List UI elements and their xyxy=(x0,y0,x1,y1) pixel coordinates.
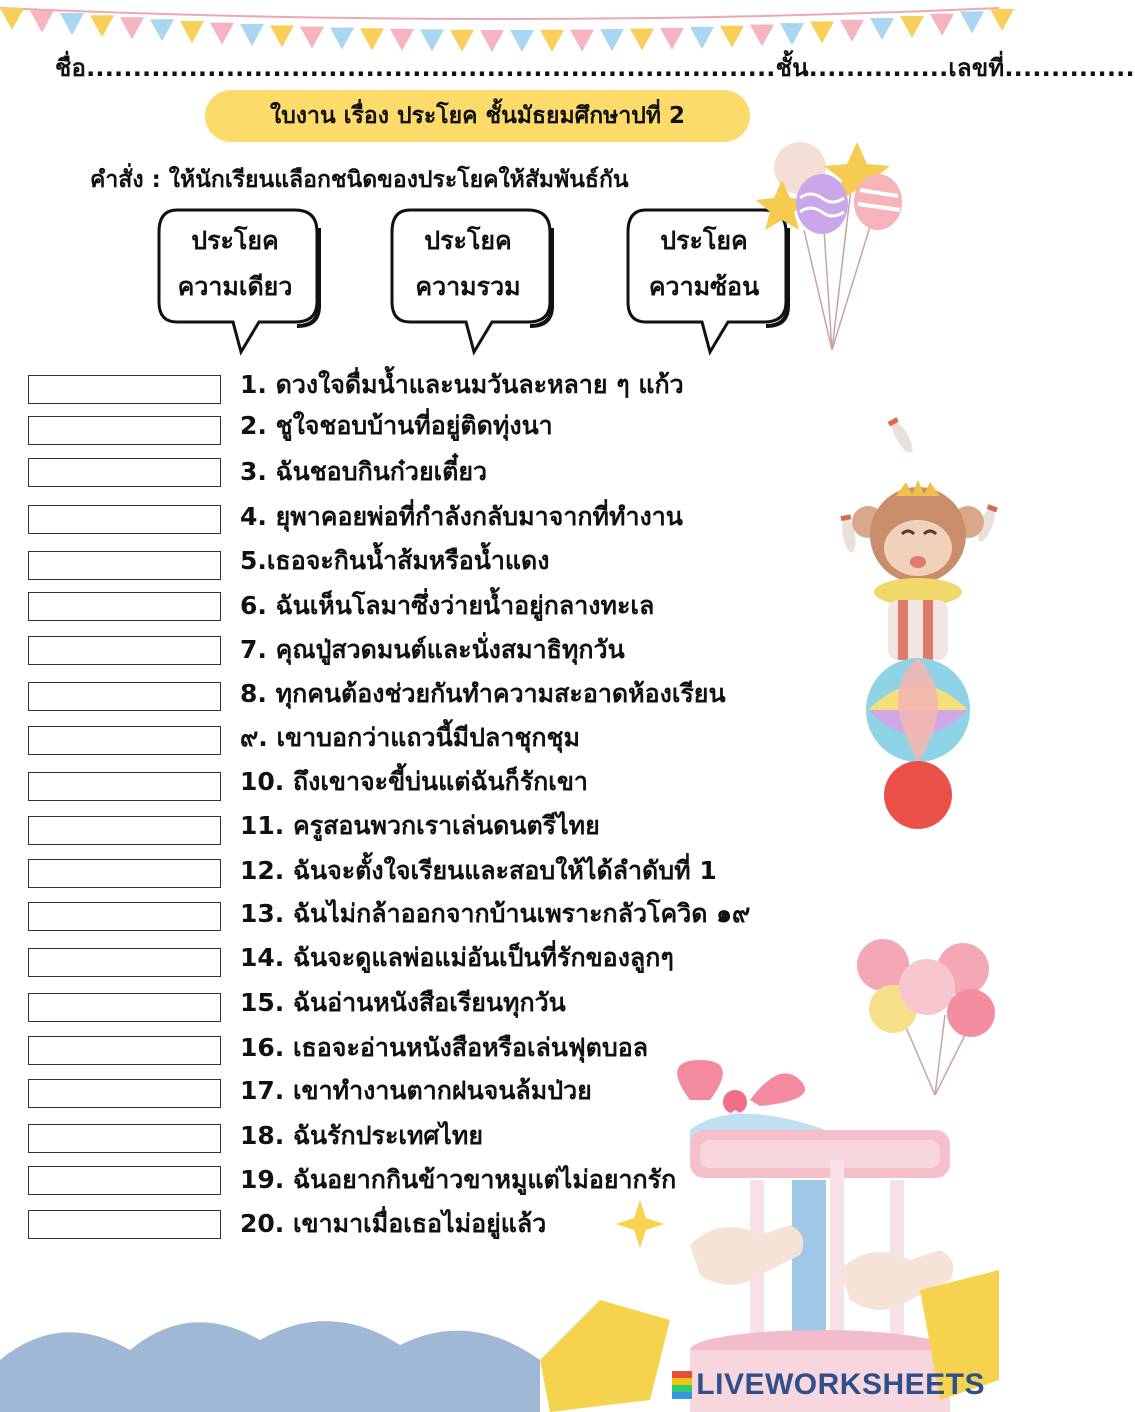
bunting-flag xyxy=(660,28,684,50)
bunting-flag xyxy=(270,25,294,47)
sentence-item-9: ๙. เขาบอกว่าแถวนี้มีปลาชุกชุม xyxy=(240,723,580,752)
bunting-flag xyxy=(960,11,984,33)
cloud-decoration xyxy=(0,1290,720,1412)
bunting-flag xyxy=(210,23,234,45)
bunting-flag xyxy=(0,8,24,30)
bubble-simple-sentence xyxy=(155,206,331,356)
bubble-compound-sentence xyxy=(388,206,564,356)
answer-box-20[interactable] xyxy=(28,1210,221,1239)
sentence-item-19: 19. ฉันอยากกินข้าวขาหมูแต่ไม่อยากรัก xyxy=(240,1165,677,1194)
sentence-item-4: 4. ยุพาคอยพ่อที่กำลังกลับมาจากที่ทำงาน xyxy=(240,502,683,531)
sentence-item-17: 17. เขาทำงานตากฝนจนล้มป่วย xyxy=(240,1076,592,1105)
liveworksheets-watermark xyxy=(672,1368,985,1402)
sentence-item-15: 15. ฉันอ่านหนังสือเรียนทุกวัน xyxy=(240,988,566,1017)
sentence-item-8: 8. ทุกคนต้องช่วยกันทำความสะอาดห้องเรียน xyxy=(240,679,726,708)
bunting-flag xyxy=(330,27,354,49)
bubble-line-2: ความเดียว xyxy=(177,272,293,301)
bunting-flag xyxy=(840,20,864,42)
bunting-flag xyxy=(60,13,84,35)
answer-box-12[interactable] xyxy=(28,859,221,888)
answer-box-5[interactable] xyxy=(28,551,221,580)
watermark-text: LIVEWORKSHEETS xyxy=(696,1368,985,1401)
bunting-flag xyxy=(150,19,174,41)
sentence-item-7: 7. คุณปู่สวดมนต์และนั่งสมาธิทุกวัน xyxy=(240,635,625,664)
answer-box-14[interactable] xyxy=(28,948,221,977)
answer-box-13[interactable] xyxy=(28,902,221,931)
answer-box-15[interactable] xyxy=(28,993,221,1022)
sentence-item-10: 10. ถึงเขาจะขี้บ่นแต่ฉันก็รักเขา xyxy=(240,767,588,796)
monkey-on-ball-icon xyxy=(838,410,999,830)
sentence-item-11: 11. ครูสอนพวกเราเล่นดนตรีไทย xyxy=(240,811,600,840)
worksheet-title-text: ใบงาน เรื่อง ประโยค ชั้นมัธยมศึกษาปที่ 2 xyxy=(269,103,686,129)
answer-box-6[interactable] xyxy=(28,592,221,621)
bunting-flag xyxy=(120,17,144,39)
bunting-flag xyxy=(750,25,774,47)
balloons-icon xyxy=(752,140,912,360)
sentence-item-16: 16. เธอจะอ่านหนังสือหรือเล่นฟุตบอล xyxy=(240,1033,649,1062)
bubble-line-2: ความซ้อน xyxy=(648,272,760,301)
instruction-text: คำสั่ง : ให้นักเรียนแลือกชนิดของประโยคให้สัมพันธ์กัน xyxy=(90,167,629,193)
answer-box-8[interactable] xyxy=(28,682,221,711)
sentence-item-20: 20. เขามาเมื่อเธอไม่อยู่แล้ว xyxy=(240,1209,547,1238)
bunting-flag xyxy=(930,14,954,36)
answer-box-7[interactable] xyxy=(28,636,221,665)
bunting-flag xyxy=(90,15,114,37)
sentence-item-14: 14. ฉันจะดูแลพ่อแม่อันเป็นที่รักของลูกๆ xyxy=(240,943,674,972)
student-info-line: ชื่อ..........................................................................ชั้น...............เลขที่.............. xyxy=(55,54,1135,82)
answer-box-10[interactable] xyxy=(28,772,221,801)
bunting-flag xyxy=(780,23,804,45)
answer-box-9[interactable] xyxy=(28,726,221,755)
bunting-flag xyxy=(240,24,264,46)
answer-box-19[interactable] xyxy=(28,1166,221,1195)
answer-box-1[interactable] xyxy=(28,375,221,404)
sentence-item-13: 13. ฉันไม่กล้าออกจากบ้านเพราะกลัวโควิด ๑๙ xyxy=(240,899,751,928)
sentence-item-5: 5.เธอจะกินน้ำส้มหรือน้ำแดง xyxy=(240,546,550,575)
bunting-flag xyxy=(720,26,744,48)
sentence-item-6: 6. ฉันเห็นโลมาซึ่งว่ายน้ำอยู่กลางทะเล xyxy=(240,591,655,620)
answer-box-18[interactable] xyxy=(28,1124,221,1153)
bunting-flag xyxy=(810,22,834,44)
answer-box-17[interactable] xyxy=(28,1079,221,1108)
bubble-line-1: ประโยค xyxy=(191,226,279,255)
sentence-item-2: 2. ชูใจชอบบ้านที่อยู่ติดทุ่งนา xyxy=(240,411,553,440)
answer-box-16[interactable] xyxy=(28,1036,221,1065)
worksheet-title xyxy=(205,90,750,142)
sentence-item-18: 18. ฉันรักประเทศไทย xyxy=(240,1121,483,1150)
liveworksheets-logo-icon xyxy=(672,1371,692,1399)
bubble-line-1: ประโยค xyxy=(660,226,748,255)
bunting-flag xyxy=(300,26,324,48)
bunting-flag xyxy=(690,27,714,49)
answer-box-3[interactable] xyxy=(28,458,221,487)
bunting-flag xyxy=(30,11,54,33)
sentence-item-1: 1. ดวงใจดื่มน้ำและนมวันละหลาย ๆ แก้ว xyxy=(240,370,684,399)
bunting-flag xyxy=(990,9,1014,31)
bubble-line-1: ประโยค xyxy=(424,226,512,255)
bunting-flag xyxy=(360,28,384,50)
answer-box-2[interactable] xyxy=(28,416,221,445)
sentence-item-3: 3. ฉันชอบกินก๋วยเตี๋ยว xyxy=(240,457,488,486)
bunting-flag xyxy=(180,21,204,43)
bunting-flag xyxy=(900,16,924,38)
bunting-flag xyxy=(870,18,894,40)
answer-box-11[interactable] xyxy=(28,816,221,845)
answer-box-4[interactable] xyxy=(28,505,221,534)
sentence-item-12: 12. ฉันจะตั้งใจเรียนและสอบให้ได้ลำดับที่ 1 xyxy=(240,856,717,885)
bubble-line-2: ความรวม xyxy=(415,272,521,301)
